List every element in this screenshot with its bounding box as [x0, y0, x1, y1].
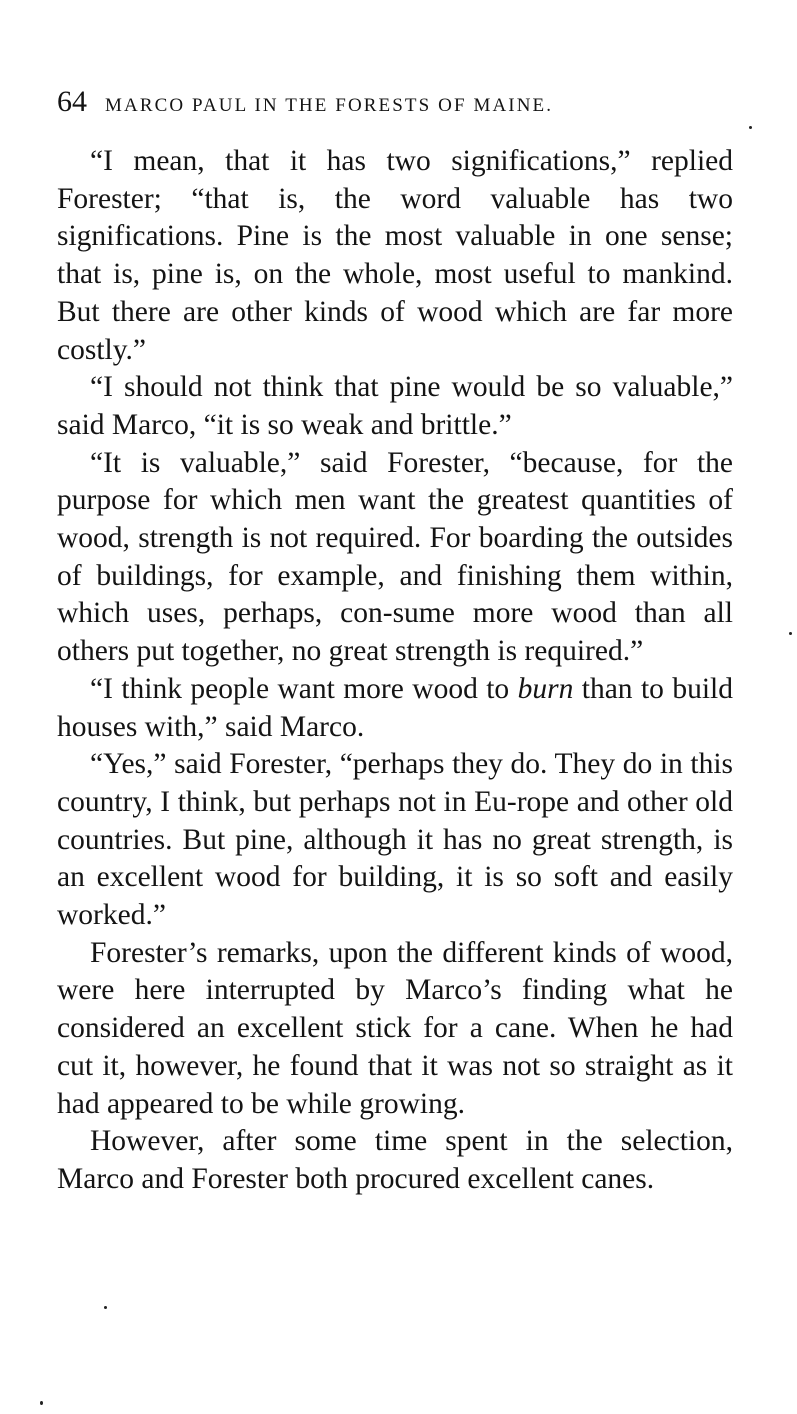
paragraph-text: “I think people want more wood to	[90, 672, 518, 705]
page-header	[57, 82, 737, 122]
running-head: MARCO PAUL IN THE FORESTS OF MAINE.	[105, 95, 554, 116]
paragraph	[57, 746, 733, 935]
paragraph	[57, 935, 733, 1124]
paragraph-text: However, after some time spent in the selection, Marco and Forester both procured excellent canes.	[57, 1125, 733, 1195]
print-speck	[104, 1306, 107, 1309]
print-speck	[789, 632, 792, 635]
paragraph	[57, 671, 733, 746]
paragraph-text: Forester’s remarks, upon the different kinds of wood, were here interrupted by Marco’s finding what he considered an excellent stick for a cane. When he had cut it, however, he found that it was not so straight as it had appeared to be while growing.	[57, 936, 733, 1120]
paragraph-text: “I mean, that it has two significations,” replied Forester; “that is, the word valuable has two significations. Pine is the most valuable in one sense; that is, pine is, on the whole, most useful to mankind. But there are other kinds of wood which are far more costly.”	[57, 145, 733, 366]
body-text	[57, 143, 733, 1199]
paragraph	[57, 1123, 733, 1198]
print-speck	[749, 126, 752, 129]
paragraph-text: “I should not think that pine would be so valuable,” said Marco, “it is so weak and brittle.”	[57, 371, 733, 441]
paragraph	[57, 369, 733, 444]
paragraph-text: than to build houses with,” said Marco.	[57, 672, 733, 743]
paragraph-text: “It is valuable,” said Forester, “because, for the purpose for which men want the greatest quantities of wood, strength is not required. For boarding the outsides of buildings, for example, and finishing them within, which uses, perhaps, con-sume more wood than all others put together, no great strength is required.”	[57, 446, 733, 668]
paragraph-text: “Yes,” said Forester, “perhaps they do. They do in this country, I think, but perhaps not in Eu-rope and other old countries. But pine, although it has no great strength, is an excellent wood for building, it is so soft and easily worked.”	[57, 748, 733, 932]
emphasized-word: burn	[517, 672, 574, 705]
print-speck	[40, 1401, 43, 1405]
page-number: 64	[57, 85, 87, 118]
paragraph	[57, 143, 733, 369]
paragraph	[57, 445, 733, 671]
